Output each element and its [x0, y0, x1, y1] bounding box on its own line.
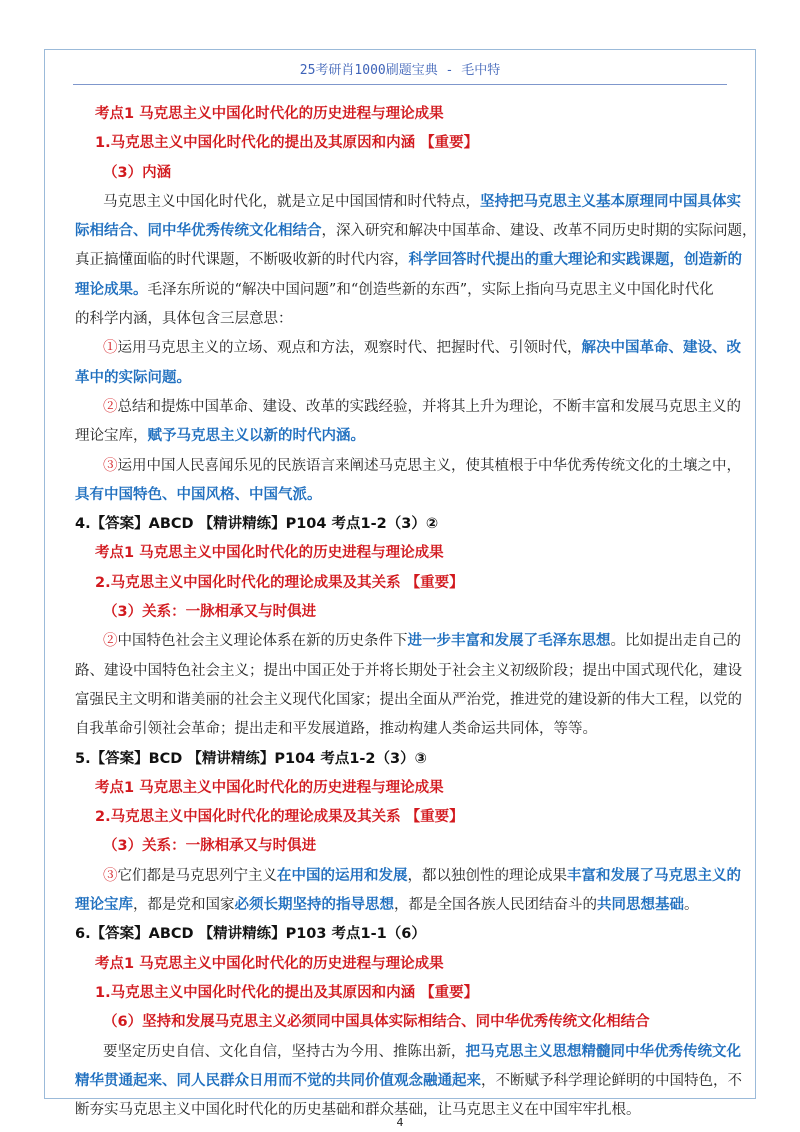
paragraph-line [75, 1038, 741, 1067]
section-heading: 2.马克思主义中国化时代化的理论成果及其关系 【重要】 [95, 809, 464, 826]
paragraph-line [75, 334, 741, 363]
subsection-heading: （6）坚持和发展马克思主义必须同中国具体实际相结合、同中华优秀传统文化相结合 [103, 1014, 650, 1031]
answer-line: 5.【答案】BCD 【精讲精练】P104 考点1-2（3）③ [75, 750, 427, 767]
body-text: 。 [684, 897, 699, 914]
body-text: 路、建设中国特色社会主义；提出中国正处于并将长期处于社会主义初级阶段；提出中国式现代化，建设 [75, 662, 742, 679]
emphasis-text: 赋予马克思主义以新的时代内涵。 [147, 428, 365, 445]
paragraph-line [75, 188, 741, 217]
body-text: ，都是党和国家 [133, 897, 235, 914]
emphasis-text: 把马克思主义思想精髓同中华优秀传统文化 [465, 1043, 741, 1060]
exam-point-heading: 考点1 马克思主义中国化时代化的历史进程与理论成果 [95, 779, 444, 796]
body-text: ③ [103, 457, 118, 474]
paragraph-line [75, 657, 742, 686]
exam-point-heading: 考点1 马克思主义中国化时代化的历史进程与理论成果 [95, 955, 444, 972]
paragraph-line [75, 1067, 742, 1096]
emphasis-text: 丰富和发展了马克思主义的 [567, 867, 741, 884]
paragraph-line [75, 364, 725, 393]
body-text: 中国特色社会主义理论体系在新的历史条件下 [117, 633, 408, 650]
paragraph-line [75, 276, 725, 305]
body-text: 总结和提炼中国革命、建设、改革的实践经验，并将其上升为理论，不断丰富和发展马克思主义的 [117, 398, 741, 415]
document-body [75, 100, 757, 1125]
paragraph-line [75, 246, 742, 275]
paragraph-line [75, 686, 742, 715]
body-text: ② [103, 633, 118, 650]
body-text: ③ [103, 867, 118, 884]
body-text: 断夯实马克思主义中国化时代化的历史基础和群众基础，让马克思主义在中国牢牢扎根。 [75, 1102, 641, 1119]
emphasis-text: 精华贯通起来、同人民群众日用而不觉的共同价值观念融通起来 [75, 1072, 481, 1089]
subsection-heading: （3）关系：一脉相承又与时俱进 [103, 604, 317, 621]
answer-line: 4.【答案】ABCD 【精讲精练】P104 考点1-2（3）② [75, 516, 439, 533]
paragraph-line [75, 715, 725, 744]
exam-point-heading: 考点1 马克思主义中国化时代化的历史进程与理论成果 [95, 545, 444, 562]
body-text: ，深入研究和解决中国革命、建设、改革不同历史时期的实际问题， [321, 223, 757, 240]
emphasis-text: 革中的实际问题。 [75, 369, 191, 386]
paragraph-line [75, 217, 757, 246]
emphasis-text: 理论宝库 [75, 897, 133, 914]
header-rule [73, 84, 727, 85]
body-text: 真正搞懂面临的时代课题，不断吸收新的时代内容， [75, 252, 409, 269]
body-text: 自我革命引领社会革命；提出走和平发展道路，推动构建人类命运共同体，等等。 [75, 721, 597, 738]
emphasis-text: 科学回答时代提出的重大理论和实践课题，创造新的 [408, 252, 742, 269]
paragraph-line [75, 393, 741, 422]
section-heading: 1.马克思主义中国化时代化的提出及其原因和内涵 【重要】 [95, 984, 479, 1001]
body-text: ，不断赋予科学理论鲜明的中国特色，不 [481, 1072, 742, 1089]
body-text: 运用中国人民喜闻乐见的民族语言来阐述马克思主义，使其植根于中华优秀传统文化的土壤之中， [117, 457, 741, 474]
body-text: ② [103, 398, 118, 415]
exam-point-heading: 考点1 马克思主义中国化时代化的历史进程与理论成果 [95, 106, 444, 122]
paragraph-line [75, 627, 741, 656]
emphasis-text: 进一步丰富和发展了毛泽东思想 [407, 633, 611, 650]
body-text: 富强民主文明和谐美丽的社会主义现代化国家；提出全面从严治党，推进党的建设新的伟大工程，以党的 [75, 691, 742, 708]
body-text: ① [103, 340, 118, 357]
body-text: ，都以独创性的理论成果 [407, 867, 567, 884]
running-header: 25考研肖1000刷题宝典 - 毛中特 [299, 63, 501, 78]
answer-line: 6.【答案】ABCD 【精讲精练】P103 考点1-1（6） [75, 926, 426, 943]
body-text: 毛泽东所说的“解决中国问题”和“创造些新的东西”，实际上指向马克思主义中国化时代化 [147, 281, 714, 298]
section-heading: 2.马克思主义中国化时代化的理论成果及其关系 【重要】 [95, 574, 464, 591]
body-text: ，都是全国各族人民团结奋斗的 [394, 897, 597, 914]
emphasis-text: 具有中国特色、中国风格、中国气派。 [75, 486, 322, 503]
paragraph-line [75, 305, 725, 334]
emphasis-text: 坚持把马克思主义基本原理同中国具体实 [480, 193, 741, 210]
emphasis-text: 理论成果。 [75, 281, 148, 298]
body-text: 要坚定历史自信、文化自信，坚持古为今用、推陈出新， [103, 1043, 466, 1060]
page-number: 4 [396, 1116, 404, 1129]
emphasis-text: 共同思想基础 [597, 897, 684, 914]
section-heading: 1.马克思主义中国化时代化的提出及其原因和内涵 【重要】 [95, 135, 479, 152]
body-text: 。比如提出走自己的 [610, 633, 741, 650]
paragraph-line [75, 422, 725, 451]
body-text: 理论宝库， [75, 428, 148, 445]
subsection-heading: （3）关系：一脉相承又与时俱进 [103, 838, 317, 855]
body-text: 的科学内涵，具体包含三层意思： [75, 311, 293, 328]
body-text: 它们都是马克思列宁主义 [117, 867, 277, 884]
paragraph-line [75, 891, 725, 920]
paragraph-line [75, 862, 741, 891]
body-text: 运用马克思主义的立场、观点和方法，观察时代、把握时代、引领时代， [117, 340, 582, 357]
emphasis-text: 际相结合、同中华优秀传统文化相结合 [75, 223, 322, 240]
subsection-heading: （3）内涵 [103, 164, 172, 181]
emphasis-text: 解决中国革命、建设、改 [581, 340, 741, 357]
paragraph-line [75, 452, 741, 481]
emphasis-text: 必须长期坚持的指导思想 [234, 897, 394, 914]
paragraph-line [75, 481, 725, 510]
body-text: 马克思主义中国化时代化，就是立足中国国情和时代特点， [103, 193, 480, 210]
emphasis-text: 在中国的运用和发展 [277, 867, 408, 884]
